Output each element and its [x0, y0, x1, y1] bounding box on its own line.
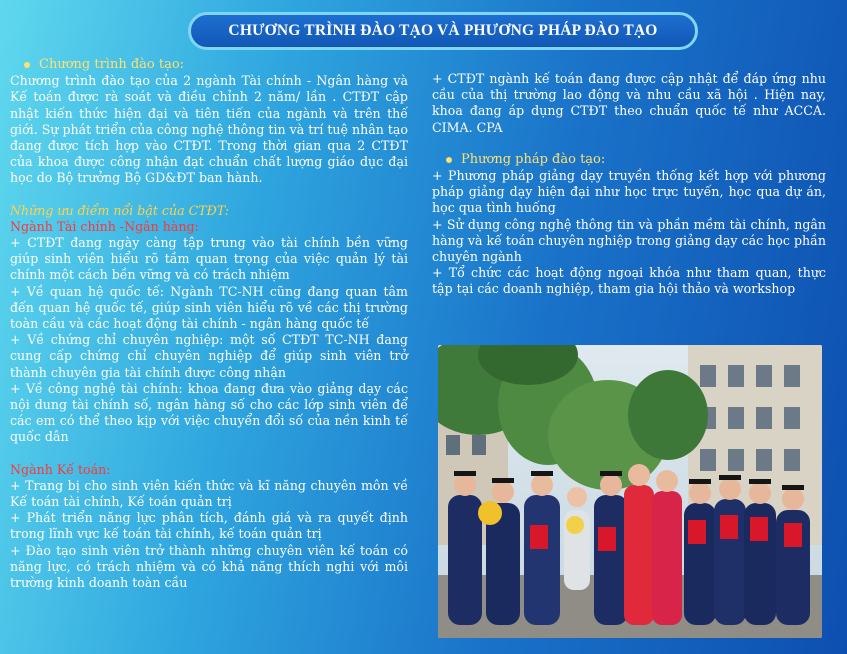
accounting-item: + Phát triển năng lực phân tích, đánh giá và ra quyết định trong lĩnh vực kế toán tài chính, kế toán quản trị: [10, 510, 408, 542]
finance-item: + Về công nghệ tài chính: khoa đang đưa vào giảng dạy các nội dung tài chính số, ngân hàng số cho các lớp sinh viên để các em có thể theo kịp với việc chuyển đổi số của nền kinh tế quốc dân: [10, 380, 408, 445]
finance-item: + CTĐT đang ngày càng tập trung vào tài chính bền vững giúp sinh viên hiểu rõ tầm quan trọng của việc quản lý tài chính một cách bền vững và có trách nhiệm: [10, 235, 408, 283]
left-column: [10, 57, 408, 591]
finance-label: Ngành Tài chính -Ngân hàng:: [10, 218, 199, 234]
accounting-item: + Trang bị cho sinh viên kiến thức và kĩ năng chuyên môn về Kế toán tài chính, Kế toán quản trị: [10, 477, 408, 510]
method-item: + Tổ chức các hoạt động ngoại khóa như tham quan, thực tập tại các doanh nghiệp, tham gia hội thảo và workshop: [432, 265, 826, 297]
method-item: + Sử dụng công nghệ thông tin và phần mềm tài chính, ngân hàng và kế toán chuyên nghiệp trong giảng dạy các học phần chuyên ngành: [432, 216, 826, 265]
bullet-icon: [24, 62, 30, 68]
graduation-photo: [438, 345, 822, 638]
finance-item: + Về quan hệ quốc tế: Ngành TC-NH cũng đang quan tâm đến quan hệ quốc tế, giúp sinh viên hiểu rõ về các thị trường toàn cầu và các hoạt động tài chính - ngân hàng quốc tế: [10, 283, 408, 332]
bullet-icon: [446, 157, 452, 163]
page-title: CHƯƠNG TRÌNH ĐÀO TẠO VÀ PHƯƠNG PHÁP ĐÀO TẠO: [188, 12, 698, 50]
accounting-label: Ngành Kế toán:: [10, 461, 111, 477]
curriculum-text: Chương trình đào tạo của 2 ngành Tài chính - Ngân hàng và Kế toán được rà soát và điều chỉnh 2 năm/ lần . CTĐT cập nhật kiến thức hiện đại và tiên tiến của ngành và trên thế giới. Sự phát triển của công nghệ thông tin và trí tuệ nhân tạo đang được tích hợp vào CTĐT. Trong thời gian qua 2 CTĐT của khoa được công nhận đạt chuẩn chất lượng giáo dục đại học do Bộ trưởng Bộ GD&ĐT ban hành.: [10, 73, 408, 186]
curriculum-heading-text: Chương trình đào tạo:: [39, 57, 185, 72]
method-item: + Phương pháp giảng dạy truyền thống kết hợp với phương pháp giảng dạy hiện đại như học trực tuyến, học qua dự án, học qua tình huống: [432, 168, 826, 216]
graduation-photo-image: [438, 345, 822, 638]
accounting-item: + Đào tạo sinh viên trở thành những chuyên viên kế toán có năng lực, có trách nhiệm và có khả năng thích nghi với môi trường kinh doanh toàn cầu: [10, 542, 408, 591]
finance-item: + Về chứng chỉ chuyên nghiệp: một số CTĐT TC-NH đang cung cấp chứng chỉ chuyên nghiệp để giúp sinh viên trở thành chuyên gia tài chính được công nhận: [10, 332, 408, 380]
curriculum-heading: [10, 57, 408, 73]
advantages-heading: Những ưu điểm nổi bật của CTĐT:: [10, 202, 229, 218]
right-column: [432, 71, 826, 298]
methods-heading: [432, 152, 826, 168]
methods-heading-text: Phương pháp đào tạo:: [461, 151, 606, 167]
accounting-update: + CTĐT ngành kế toán đang được cập nhật để đáp ứng nhu cầu của thị trường lao động và nhu cầu xã hội . Hiện nay, khoa đang áp dụng CTĐT theo chuẩn quốc tế như ACCA. CIMA. CPA: [432, 71, 826, 135]
